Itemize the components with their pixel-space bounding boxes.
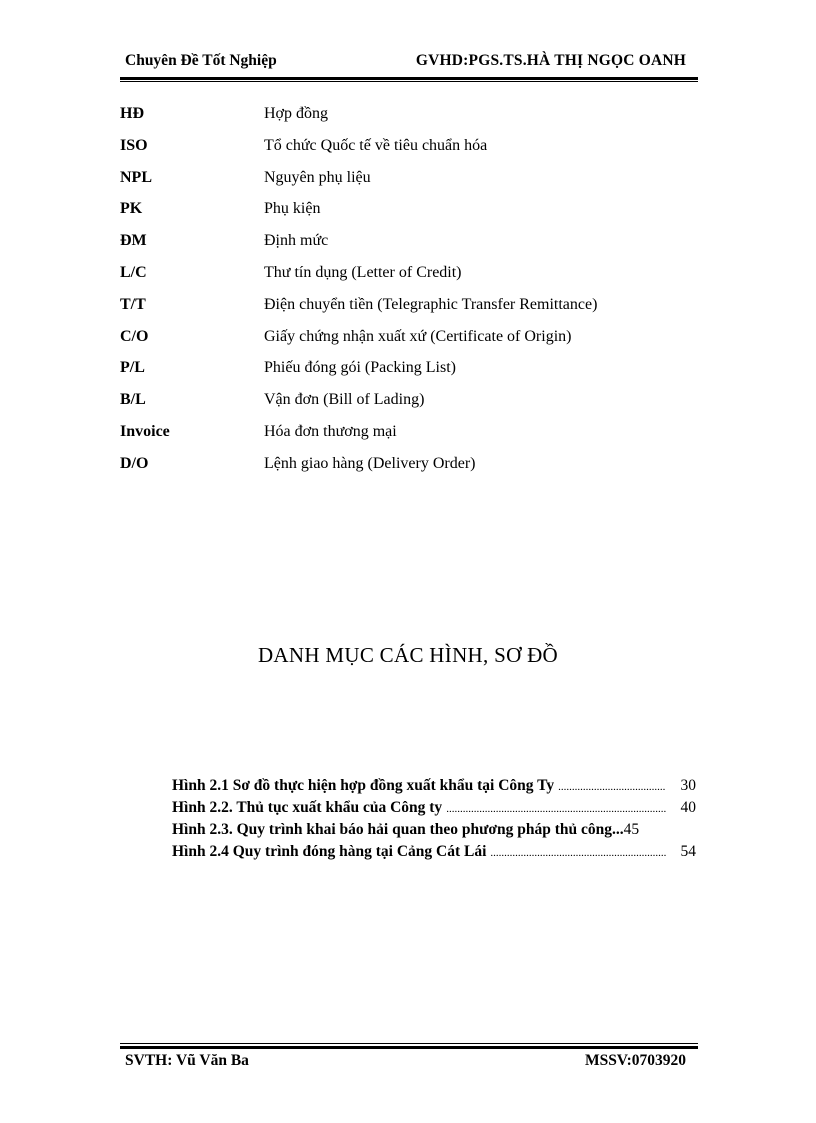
abbreviation-meaning: Thư tín dụng (Letter of Credit) <box>264 263 462 281</box>
abbreviation-row <box>120 421 720 453</box>
abbreviation-code: D/O <box>120 454 149 472</box>
figure-entry-label: Hình 2.4 Quy trình đóng hàng tại Cảng Cát Lái <box>172 843 487 860</box>
abbreviation-code: C/O <box>120 327 149 345</box>
abbreviation-row <box>120 357 720 389</box>
figure-entry-leader <box>446 803 666 815</box>
abbreviation-code: HĐ <box>120 105 144 122</box>
abbreviation-row <box>120 326 720 358</box>
footer-rule-thick <box>120 1046 698 1049</box>
abbreviation-meaning: Phụ kiện <box>264 200 321 218</box>
abbreviation-code: P/L <box>120 359 145 377</box>
abbreviation-meaning: Điện chuyển tiền (Telegraphic Transfer Remittance) <box>264 295 598 313</box>
abbreviation-meaning: Định mức <box>264 232 329 250</box>
header-rule-thick <box>120 77 698 80</box>
figure-entry[interactable] <box>172 821 696 843</box>
abbreviation-row <box>120 262 720 294</box>
abbreviation-row <box>120 294 720 326</box>
abbreviation-code: ĐM <box>120 232 147 250</box>
header-advisor: GVHD:PGS.TS.HÀ THỊ NGỌC OANH <box>415 52 686 69</box>
figure-entry[interactable] <box>172 799 696 821</box>
abbreviation-code: Invoice <box>120 422 170 440</box>
abbreviation-row <box>120 453 720 485</box>
figures-list <box>172 777 696 865</box>
figure-entry-label: Hình 2.3. Quy trình khai báo hải quan theo phương pháp thủ công... <box>172 821 624 838</box>
figure-entry-page: 54 <box>680 843 696 860</box>
abbreviation-row <box>120 103 720 135</box>
figure-entry-label: Hình 2.1 Sơ đồ thực hiện hợp đồng xuất khẩu tại Công Ty <box>172 777 555 794</box>
abbreviation-meaning: Phiếu đóng gói (Packing List) <box>264 359 456 377</box>
figure-entry-page: 40 <box>680 799 696 816</box>
abbreviation-code: PK <box>120 200 143 218</box>
header-thesis-title: Chuyên Đề Tốt Nghiệp <box>125 52 277 69</box>
abbreviation-code: L/C <box>120 263 147 281</box>
figure-entry-leader <box>558 781 666 793</box>
figures-section-title: DANH MỤC CÁC HÌNH, SƠ ĐỒ <box>257 643 559 667</box>
abbreviation-row <box>120 167 720 199</box>
abbreviation-code: T/T <box>120 295 146 313</box>
footer-student-id: MSSV:0703920 <box>584 1052 686 1069</box>
abbreviation-row <box>120 198 720 230</box>
figure-entry-page: 45 <box>623 821 640 838</box>
figure-entry-label: Hình 2.2. Thủ tục xuất khẩu của Công ty <box>172 799 443 816</box>
abbreviation-meaning: Vận đơn (Bill of Lading) <box>264 391 425 409</box>
abbreviation-list <box>120 103 720 485</box>
abbreviation-meaning: Lệnh giao hàng (Delivery Order) <box>264 454 476 472</box>
abbreviation-meaning: Tổ chức Quốc tế về tiêu chuẩn hóa <box>264 136 488 154</box>
abbreviation-meaning: Hợp đồng <box>264 105 329 122</box>
figure-entry-page: 30 <box>680 777 696 794</box>
footer-student: SVTH: Vũ Văn Ba <box>125 1052 249 1069</box>
abbreviation-row <box>120 135 720 167</box>
abbreviation-code: B/L <box>120 391 146 409</box>
abbreviation-meaning: Giấy chứng nhận xuất xứ (Certificate of Origin) <box>264 327 572 345</box>
figure-entry[interactable] <box>172 843 696 865</box>
abbreviation-meaning: Nguyên phụ liệu <box>264 168 371 186</box>
figure-entry-leader <box>490 847 666 859</box>
header-rule-thin <box>120 81 698 82</box>
abbreviation-meaning: Hóa đơn thương mại <box>264 422 397 440</box>
abbreviation-row <box>120 389 720 421</box>
page-header <box>120 52 698 74</box>
footer-rule-thin <box>120 1043 698 1044</box>
abbreviation-row <box>120 230 720 262</box>
abbreviation-code: ISO <box>120 136 148 154</box>
abbreviation-code: NPL <box>120 168 152 186</box>
figure-entry[interactable] <box>172 777 696 799</box>
